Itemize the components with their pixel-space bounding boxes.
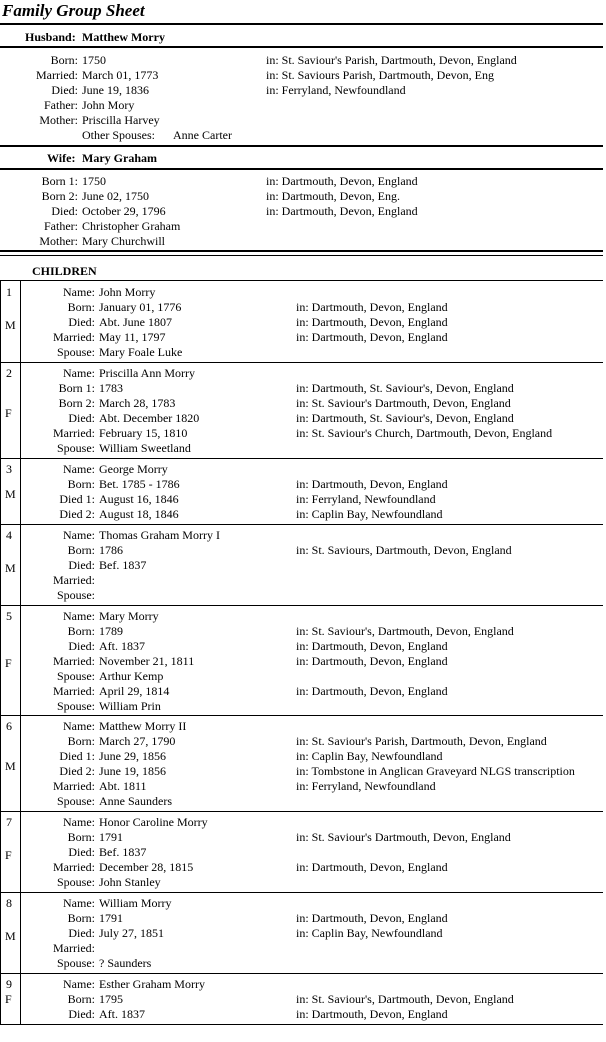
divider-child (0, 1024, 603, 1025)
child-column-divider (20, 892, 21, 973)
child-field-label: Name: (63, 815, 95, 829)
child-field-value: May 11, 1797 (99, 330, 166, 344)
child-field-value: ? Saunders (99, 956, 152, 970)
child-field-place: in: Dartmouth, Devon, England (296, 684, 448, 698)
child-sex: M (5, 929, 16, 943)
child-field-label: Died 2: (59, 507, 95, 521)
child-field-value: Bef. 1837 (99, 558, 147, 572)
wife-event-label: Father: (44, 219, 78, 233)
husband-event-value: June 19, 1836 (82, 83, 149, 97)
child-field-label: Name: (63, 896, 95, 910)
child-field-value: Honor Caroline Morry (99, 815, 208, 829)
child-field-label: Died 2: (59, 764, 95, 778)
child-field-value: Arthur Kemp (99, 669, 164, 683)
child-sex: M (5, 487, 16, 501)
child-field-label: Name: (63, 977, 95, 991)
child-field-place: in: Ferryland, Newfoundland (296, 779, 436, 793)
child-field-label: Spouse: (56, 669, 95, 683)
husband-event-value: 1750 (82, 53, 106, 67)
child-field-value: 1791 (99, 911, 123, 925)
child-field-value: Abt. 1811 (99, 779, 147, 793)
child-field-label: Died: (68, 845, 95, 859)
child-field-label: Born: (67, 300, 95, 314)
child-field-label: Died 1: (59, 749, 95, 763)
divider-child (0, 715, 603, 716)
divider-children-header (0, 280, 603, 281)
child-number: 8 (6, 896, 12, 910)
child-field-value: George Morry (99, 462, 168, 476)
child-field-place: in: Dartmouth, Devon, England (296, 860, 448, 874)
child-field-label: Married: (53, 426, 95, 440)
divider-child (0, 524, 603, 525)
husband-event-value: Priscilla Harvey (82, 113, 160, 127)
child-field-value: June 29, 1856 (99, 749, 166, 763)
wife-event-place: in: Dartmouth, Devon, England (266, 174, 418, 188)
child-field-place: in: St. Saviours, Dartmouth, Devon, England (296, 543, 512, 557)
child-sex: M (5, 561, 16, 575)
child-field-value: Matthew Morry II (99, 719, 187, 733)
child-field-label: Spouse: (56, 794, 95, 808)
child-field-label: Name: (63, 462, 95, 476)
child-field-value: John Stanley (99, 875, 161, 889)
child-field-place: in: Caplin Bay, Newfoundland (296, 749, 443, 763)
child-field-label: Died: (68, 411, 95, 425)
child-column-divider (20, 715, 21, 811)
child-field-label: Born 1: (58, 381, 95, 395)
child-field-place: in: Ferryland, Newfoundland (296, 492, 436, 506)
child-field-place: in: Dartmouth, Devon, England (296, 911, 448, 925)
child-field-place: in: Dartmouth, Devon, England (296, 477, 448, 491)
child-field-label: Spouse: (56, 875, 95, 889)
divider-children-top (0, 250, 603, 252)
child-field-value: Aft. 1837 (99, 639, 145, 653)
child-field-value: Bet. 1785 - 1786 (99, 477, 180, 491)
child-field-label: Married: (53, 779, 95, 793)
child-column-divider (20, 281, 21, 362)
child-field-place: in: Dartmouth, Devon, England (296, 300, 448, 314)
child-field-value: 1795 (99, 992, 123, 1006)
divider-child (0, 892, 603, 893)
child-field-place: in: Dartmouth, Devon, England (296, 1007, 448, 1021)
child-field-label: Spouse: (56, 588, 95, 602)
child-column-divider (20, 973, 21, 1024)
child-field-value: Abt. June 1807 (99, 315, 172, 329)
divider-child (0, 811, 603, 812)
divider-child (0, 605, 603, 606)
child-field-label: Name: (63, 528, 95, 542)
husband-event-value: John Mory (82, 98, 135, 112)
child-field-value: Bef. 1837 (99, 845, 147, 859)
wife-event-value: June 02, 1750 (82, 189, 149, 203)
divider-child (0, 973, 603, 974)
child-number: 1 (6, 285, 12, 299)
child-field-value: Priscilla Ann Morry (99, 366, 195, 380)
wife-event-label: Born 1: (41, 174, 78, 188)
child-column-divider (20, 605, 21, 715)
other-spouses-value: Anne Carter (173, 128, 232, 142)
child-field-value: Abt. December 1820 (99, 411, 200, 425)
child-field-place: in: St. Saviour's Dartmouth, Devon, England (296, 830, 511, 844)
child-number: 5 (6, 609, 12, 623)
husband-event-label: Born: (50, 53, 78, 67)
child-field-value: William Morry (99, 896, 172, 910)
child-field-value: Aft. 1837 (99, 1007, 145, 1021)
child-field-value: 1789 (99, 624, 123, 638)
husband-label: Husband: (25, 30, 76, 44)
child-field-value: Esther Graham Morry (99, 977, 205, 991)
husband-event-place: in: St. Saviours Parish, Dartmouth, Devon, Eng (266, 68, 494, 82)
divider-wife (0, 168, 603, 170)
wife-event-place: in: Dartmouth, Devon, England (266, 204, 418, 218)
child-column-divider (20, 362, 21, 458)
child-field-value: William Prin (99, 699, 161, 713)
wife-label: Wife: (47, 151, 76, 165)
child-field-label: Died: (68, 926, 95, 940)
wife-name: Mary Graham (82, 151, 157, 165)
divider-wife-top (0, 145, 603, 147)
child-field-label: Name: (63, 609, 95, 623)
children-left-border (0, 281, 1, 1024)
child-field-place: in: Tombstone in Anglican Graveyard NLGS transcription (296, 764, 575, 778)
child-field-label: Born: (67, 992, 95, 1006)
child-field-place: in: Caplin Bay, Newfoundland (296, 926, 443, 940)
child-field-label: Married: (53, 684, 95, 698)
child-field-place: in: Caplin Bay, Newfoundland (296, 507, 443, 521)
wife-event-value: 1750 (82, 174, 106, 188)
divider-child (0, 458, 603, 459)
child-sex: M (5, 759, 16, 773)
child-field-value: 1791 (99, 830, 123, 844)
child-field-label: Name: (63, 285, 95, 299)
child-field-label: Spouse: (56, 956, 95, 970)
child-field-label: Born: (67, 624, 95, 638)
child-column-divider (20, 524, 21, 605)
child-field-label: Married: (53, 654, 95, 668)
child-field-label: Born: (67, 830, 95, 844)
divider-husband (0, 46, 603, 48)
child-field-value: June 19, 1856 (99, 764, 166, 778)
child-field-value: January 01, 1776 (99, 300, 182, 314)
child-field-value: Thomas Graham Morry I (99, 528, 220, 542)
child-field-value: July 27, 1851 (99, 926, 165, 940)
husband-event-label: Died: (51, 83, 78, 97)
child-field-value: 1786 (99, 543, 123, 557)
wife-event-place: in: Dartmouth, Devon, Eng. (266, 189, 400, 203)
wife-event-label: Died: (51, 204, 78, 218)
child-field-label: Died: (68, 315, 95, 329)
child-number: 7 (6, 815, 12, 829)
child-field-place: in: St. Saviour's, Dartmouth, Devon, England (296, 992, 514, 1006)
child-field-label: Born 2: (58, 396, 95, 410)
child-field-place: in: Dartmouth, Devon, England (296, 654, 448, 668)
child-field-label: Married: (53, 573, 95, 587)
child-field-value: John Morry (99, 285, 156, 299)
wife-event-value: October 29, 1796 (82, 204, 166, 218)
child-field-value: Mary Foale Luke (99, 345, 183, 359)
child-column-divider (20, 811, 21, 892)
child-field-place: in: St. Saviour's Parish, Dartmouth, Devon, England (296, 734, 547, 748)
child-field-value: 1783 (99, 381, 123, 395)
wife-event-value: Mary Churchwill (82, 234, 165, 248)
child-field-value: Anne Saunders (99, 794, 172, 808)
child-field-place: in: St. Saviour's Church, Dartmouth, Devon, England (296, 426, 553, 440)
child-number: 3 (6, 462, 12, 476)
child-field-place: in: St. Saviour's Dartmouth, Devon, England (296, 396, 511, 410)
child-field-value: Mary Morry (99, 609, 159, 623)
child-number: 6 (6, 719, 12, 733)
child-field-label: Died: (68, 1007, 95, 1021)
child-field-place: in: Dartmouth, Devon, England (296, 639, 448, 653)
husband-event-label: Married: (36, 68, 78, 82)
child-field-place: in: Dartmouth, Devon, England (296, 315, 448, 329)
child-field-value: November 21, 1811 (99, 654, 195, 668)
child-field-label: Spouse: (56, 441, 95, 455)
child-field-label: Name: (63, 366, 95, 380)
child-sex: M (5, 318, 16, 332)
child-sex: F (5, 656, 12, 670)
child-field-label: Born: (67, 911, 95, 925)
child-number: 2 (6, 366, 12, 380)
divider-child (0, 362, 603, 363)
child-field-label: Died: (68, 639, 95, 653)
child-field-label: Spouse: (56, 345, 95, 359)
child-field-place: in: Dartmouth, Devon, England (296, 330, 448, 344)
child-field-value: December 28, 1815 (99, 860, 194, 874)
child-sex: F (5, 992, 12, 1006)
divider-top (0, 23, 603, 25)
child-sex: F (5, 406, 12, 420)
child-field-label: Died 1: (59, 492, 95, 506)
child-field-label: Born: (67, 543, 95, 557)
wife-event-label: Born 2: (41, 189, 78, 203)
child-number: 4 (6, 528, 12, 542)
children-header: CHILDREN (32, 264, 97, 278)
child-column-divider (20, 458, 21, 524)
child-field-value: March 28, 1783 (99, 396, 176, 410)
child-field-label: Born: (67, 734, 95, 748)
child-field-label: Spouse: (56, 699, 95, 713)
husband-event-place: in: Ferryland, Newfoundland (266, 83, 406, 97)
child-field-place: in: St. Saviour's, Dartmouth, Devon, England (296, 624, 514, 638)
child-field-value: March 27, 1790 (99, 734, 176, 748)
husband-event-place: in: St. Saviour's Parish, Dartmouth, Devon, England (266, 53, 517, 67)
other-spouses-label: Other Spouses: (82, 128, 155, 142)
child-field-label: Name: (63, 719, 95, 733)
child-sex: F (5, 848, 12, 862)
child-field-value: February 15, 1810 (99, 426, 188, 440)
wife-event-label: Mother: (39, 234, 78, 248)
husband-event-value: March 01, 1773 (82, 68, 159, 82)
child-field-place: in: Dartmouth, St. Saviour's, Devon, England (296, 411, 514, 425)
child-field-label: Married: (53, 941, 95, 955)
divider-children-top-2 (0, 255, 603, 256)
child-field-label: Died: (68, 558, 95, 572)
child-field-label: Born: (67, 477, 95, 491)
wife-event-value: Christopher Graham (82, 219, 181, 233)
child-field-value: April 29, 1814 (99, 684, 170, 698)
child-number: 9 (6, 977, 12, 991)
husband-name: Matthew Morry (82, 30, 165, 44)
page-title: Family Group Sheet (2, 1, 145, 20)
child-field-place: in: Dartmouth, St. Saviour's, Devon, England (296, 381, 514, 395)
child-field-value: William Sweetland (99, 441, 191, 455)
child-field-value: August 18, 1846 (99, 507, 179, 521)
child-field-label: Married: (53, 860, 95, 874)
child-field-label: Married: (53, 330, 95, 344)
child-field-value: August 16, 1846 (99, 492, 179, 506)
husband-event-label: Father: (44, 98, 78, 112)
husband-event-label: Mother: (39, 113, 78, 127)
